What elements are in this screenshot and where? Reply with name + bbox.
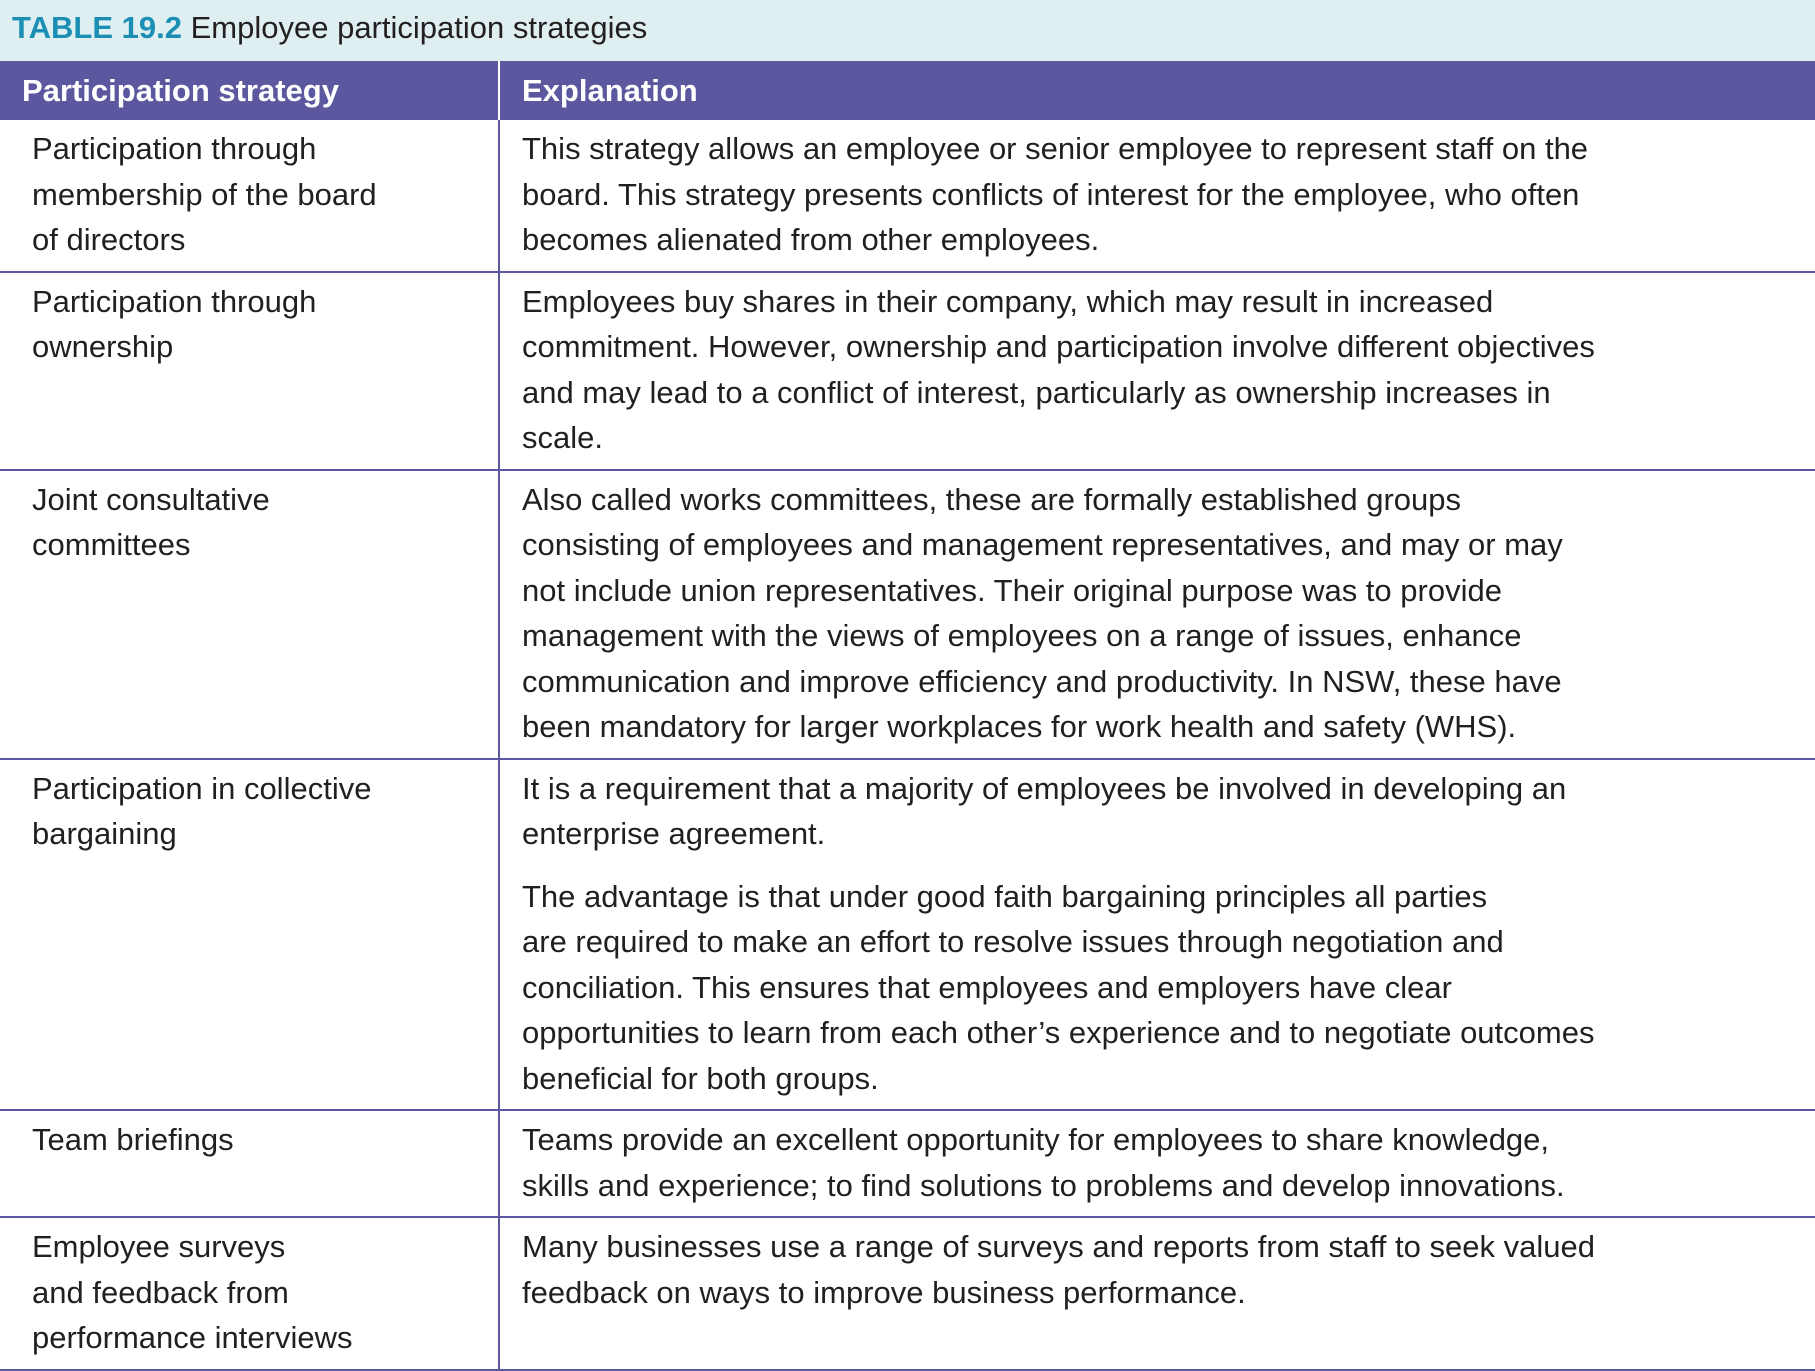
explanation-line: scale. (522, 420, 603, 455)
explanation-line: It is a requirement that a majority of employees be involved in developing an (522, 770, 1567, 806)
explanation-paragraph (522, 477, 1809, 750)
explanation-line: beneficial for both groups. (522, 1060, 879, 1096)
table-row (0, 470, 1815, 759)
explanation-line: This strategy allows an employee or senior employee to represent staff on the (522, 131, 1589, 166)
explanation-paragraph (522, 874, 1809, 1102)
strategy-line: Participation in collective (32, 770, 372, 806)
strategy-cell (0, 470, 499, 759)
explanation-line: board. This strategy presents conflicts of interest for the employee, who often (522, 176, 1580, 212)
explanation-line: Also called works committees, these are formally established groups (522, 481, 1462, 517)
table-row (0, 1110, 1815, 1217)
strategy-line: Joint consultative (32, 481, 270, 517)
strategy-line: committees (32, 527, 191, 562)
table-body (0, 120, 1815, 1370)
explanation-paragraph (522, 766, 1809, 857)
explanation-paragraph (522, 279, 1809, 461)
explanation-line: enterprise agreement. (522, 816, 826, 851)
explanation-line: Teams provide an excellent opportunity for employees to share knowledge, (522, 1122, 1550, 1157)
explanation-line: management with the views of employees on a range of issues, enhance (522, 618, 1522, 653)
explanation-line: Employees buy shares in their company, which may result in increased (522, 283, 1494, 319)
explanation-line: Many businesses use a range of surveys and reports from staff to seek valued (522, 1229, 1595, 1264)
explanation-paragraph (522, 126, 1809, 263)
explanation-line: and may lead to a conflict of interest, particularly as ownership increases in (522, 374, 1551, 410)
explanation-line: conciliation. This ensures that employees and employers have clear (522, 969, 1452, 1005)
explanation-line: skills and experience; to find solutions to problems and develop innovations. (522, 1167, 1565, 1203)
header-explanation: Explanation (499, 61, 1815, 120)
strategy-line: performance interviews (32, 1320, 353, 1355)
strategy-line: ownership (32, 329, 174, 364)
explanation-cell (499, 272, 1815, 470)
explanation-cell (499, 470, 1815, 759)
strategy-line: of directors (32, 222, 186, 257)
strategy-line: membership of the board (32, 176, 377, 212)
explanation-line: not include union representatives. Their original purpose was to provide (522, 572, 1502, 608)
explanation-line: The advantage is that under good faith bargaining principles all parties (522, 878, 1488, 914)
strategy-line: and feedback from (32, 1274, 289, 1310)
strategy-line: Employee surveys (32, 1229, 286, 1264)
strategy-cell (0, 1217, 499, 1370)
explanation-cell (499, 1110, 1815, 1217)
table-row (0, 1217, 1815, 1370)
explanation-line: are required to make an effort to resolve issues through negotiation and (522, 924, 1504, 959)
strategy-line: Participation through (32, 131, 317, 166)
table-title: Employee participation strategies (190, 10, 648, 45)
explanation-line: commitment. However, ownership and participation involve different objectives (522, 329, 1595, 364)
strategy-cell (0, 272, 499, 470)
explanation-line: opportunities to learn from each other’s experience and to negotiate outcomes (522, 1015, 1595, 1050)
strategy-cell (0, 120, 499, 272)
explanation-line: consisting of employees and management representatives, and may or may (522, 527, 1563, 562)
table-row (0, 272, 1815, 470)
strategy-cell (0, 1110, 499, 1217)
table-row (0, 759, 1815, 1111)
header-participation-strategy: Participation strategy (0, 61, 499, 120)
explanation-line: becomes alienated from other employees. (522, 222, 1100, 257)
explanation-paragraph (522, 1224, 1809, 1315)
strategy-line: Team briefings (32, 1122, 234, 1157)
explanation-cell (499, 759, 1815, 1111)
strategy-line: bargaining (32, 816, 177, 851)
explanation-line: communication and improve efficiency and productivity. In NSW, these have (522, 663, 1562, 699)
table-row (0, 120, 1815, 272)
strategy-cell (0, 759, 499, 1111)
table-caption (0, 0, 1815, 61)
explanation-cell (499, 1217, 1815, 1370)
explanation-cell (499, 120, 1815, 272)
explanation-line: been mandatory for larger workplaces for work health and safety (WHS). (522, 709, 1517, 744)
header-row (0, 61, 1815, 120)
explanation-paragraph (522, 1117, 1809, 1208)
strategy-line: Participation through (32, 283, 317, 319)
participation-table (0, 61, 1815, 1371)
explanation-line: feedback on ways to improve business performance. (522, 1274, 1246, 1310)
table-number: TABLE 19.2 (12, 10, 182, 45)
